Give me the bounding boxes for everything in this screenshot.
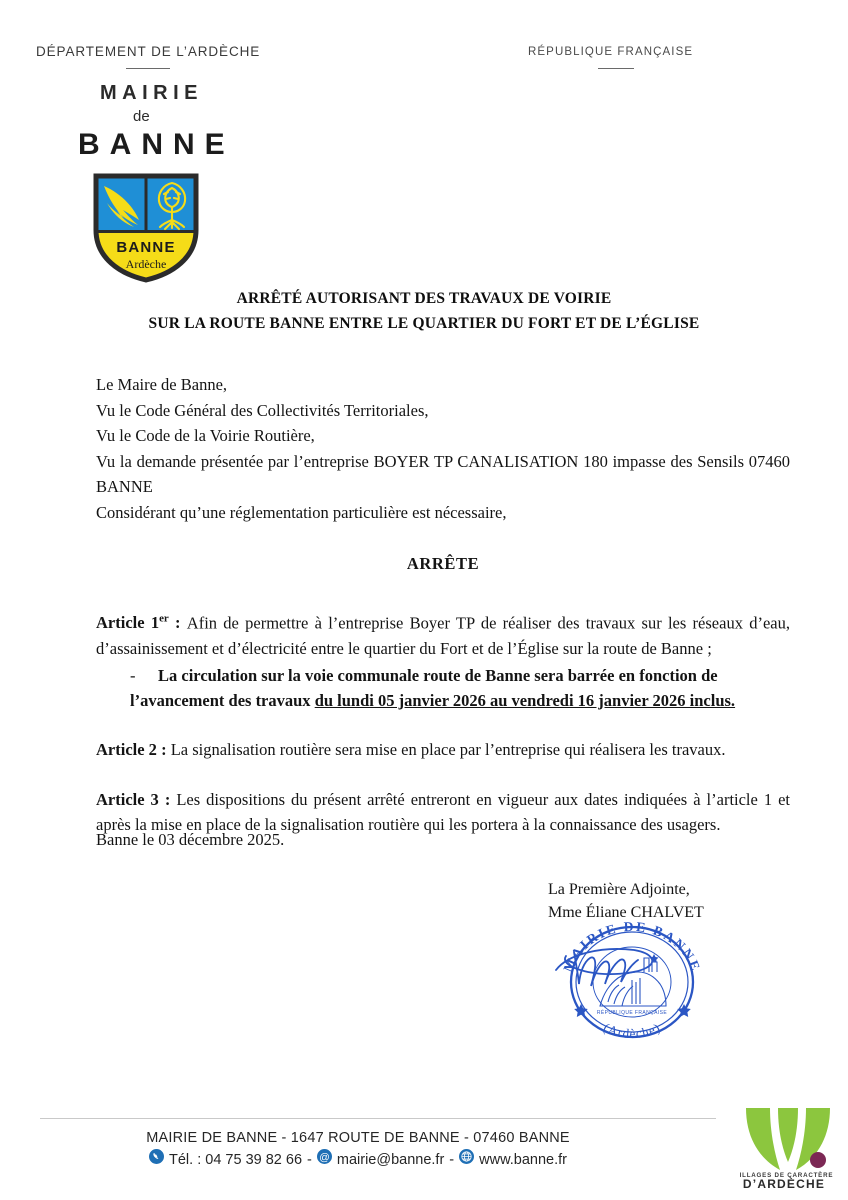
footer-contacts: [0, 1149, 716, 1171]
logo-dot: [810, 1152, 826, 1168]
stamp-top-text: MAIRIE DE BANNE: [560, 918, 704, 975]
preamble-line-1: Le Maire de Banne,: [96, 375, 228, 394]
footer-email[interactable]: mairie@banne.fr: [336, 1152, 445, 1168]
bullet-line-2-pre: l’avancement des travaux: [130, 691, 315, 710]
article-2: [96, 737, 790, 763]
republic-label: RÉPUBLIQUE FRANÇAISE: [528, 46, 694, 58]
footer-divider: [40, 1118, 716, 1119]
stamp-inner-text: RÉPUBLIQUE FRANÇAISE: [596, 1010, 668, 1016]
preamble-block: [96, 372, 790, 525]
article-2-label: Article 2: [96, 740, 157, 759]
document-body: [96, 372, 790, 838]
preamble-line-5: Considérant qu’une réglementation particulière est nécessaire,: [96, 502, 507, 522]
logo-line2: D’ARDÈCHE: [742, 1177, 826, 1190]
crest-name: BANNE: [116, 239, 176, 256]
footer-separator-1: -: [307, 1152, 312, 1168]
signatory-name: Mme Éliane CHALVET: [548, 904, 704, 921]
commune-label: BANNE: [78, 128, 235, 161]
preamble-line-3: Vu le Code de la Voirie Routière,: [96, 426, 315, 445]
article-1-label: Article 1: [96, 613, 160, 632]
document-title: [0, 286, 848, 336]
document-title-line1: ARRÊTÉ AUTORISANT DES TRAVAUX DE VOIRIE: [236, 290, 612, 307]
crest-subname: Ardèche: [125, 257, 167, 271]
article-1-bullet: [96, 663, 790, 713]
article-1-colon: :: [168, 613, 187, 632]
commune-crest-logo: [92, 172, 200, 284]
city-and-date: Banne le 03 décembre 2025.: [96, 830, 285, 849]
bullet-line-1: La circulation sur la voie communale route de Banne sera barrée en fonction de: [158, 666, 718, 685]
globe-icon: [459, 1149, 474, 1171]
mairie-label: MAIRIE: [100, 82, 203, 104]
signatory-role: La Première Adjointe,: [548, 881, 690, 898]
article-1-text: Afin de permettre à l’entreprise Boyer TP de réaliser des travaux sur les réseaux d’eau, d’assainissement et d’électricité entre le quartier du Fort et de l’Église sur la route de Banne ;: [96, 613, 790, 658]
document-header: [0, 40, 848, 170]
preamble-line-2: Vu le Code Général des Collectivités Territoriales,: [96, 400, 429, 420]
footer-separator-2: -: [449, 1152, 455, 1168]
article-2-colon: :: [156, 740, 171, 759]
bullet-dates-underlined: du lundi 05 janvier 2026 au vendredi 16 janvier 2026 inclus.: [314, 691, 736, 710]
department-rule: [126, 68, 170, 69]
article-1: [96, 607, 790, 662]
article-3-colon: :: [158, 789, 177, 809]
document-title-line2: SUR LA ROUTE BANNE ENTRE LE QUARTIER DU FORT ET DE L’ÉGLISE: [148, 315, 700, 332]
department-label: DÉPARTEMENT DE L’ARDÈCHE: [36, 44, 261, 59]
svg-text:@: @: [319, 1152, 330, 1164]
de-label: de: [133, 108, 150, 125]
article-3-label: Article 3: [96, 789, 159, 809]
footer-address: MAIRIE DE BANNE - 1647 ROUTE DE BANNE - 07460 BANNE: [146, 1130, 570, 1146]
bullet-dash: -: [130, 666, 136, 685]
stamp-bottom-text: (Ardèche): [601, 1019, 663, 1042]
article-1-ordinal-suffix: er: [159, 612, 169, 625]
footer-website[interactable]: www.banne.fr: [479, 1152, 567, 1168]
republic-rule: [598, 68, 634, 69]
article-3-text: Les dispositions du présent arrêté entreront en vigueur aux dates indiquées à l’article 1 et après la mise en place de la signalisation routière qui les portera à la connaissance des usagers.: [96, 789, 791, 834]
at-icon: [317, 1149, 332, 1171]
villages-de-caractere-logo: [740, 1104, 836, 1190]
document-footer: [0, 1128, 716, 1171]
footer-phone[interactable]: Tél. : 04 75 39 82 66: [169, 1152, 303, 1168]
arrete-heading: ARRÊTE: [406, 554, 480, 573]
preamble-line-4: Vu la demande présentée par l’entreprise BOYER TP CANALISATION 180 impasse des Sensils 07460 BANNE: [96, 451, 790, 496]
official-stamp: [548, 918, 733, 1043]
phone-icon: [149, 1149, 164, 1171]
article-2-text: La signalisation routière sera mise en place par l’entreprise qui réalisera les travaux.: [170, 740, 726, 759]
logo-line1: VILLAGES DE CARACTÈRE: [740, 1172, 834, 1179]
